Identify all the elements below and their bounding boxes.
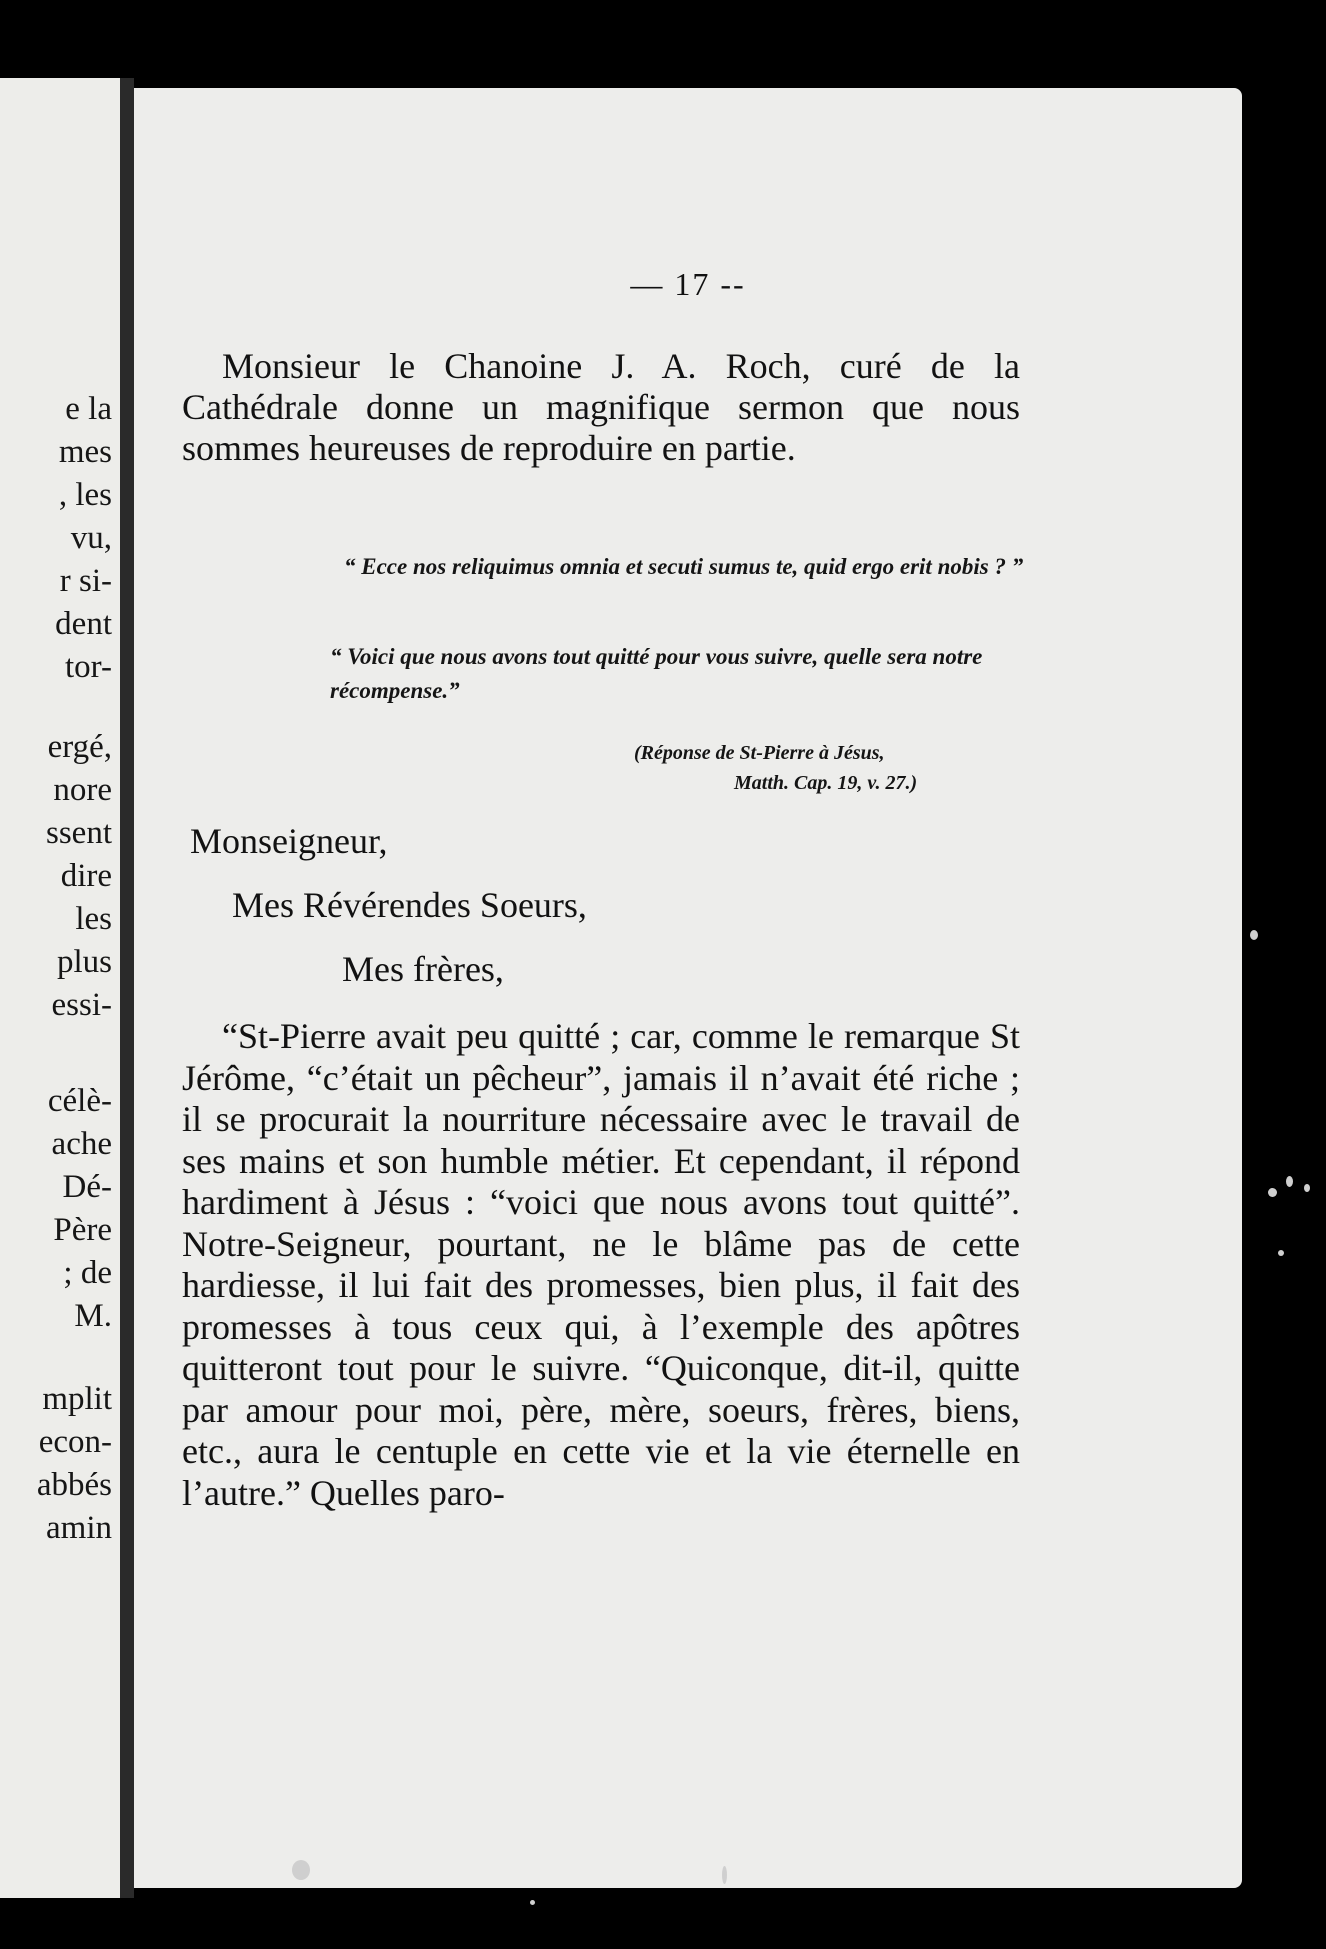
- left-text-block-1: [55, 388, 112, 689]
- left-text-block-3: [48, 1080, 112, 1338]
- scan-speck: [1250, 930, 1258, 940]
- left-line: amin: [46, 1510, 112, 1546]
- left-line: ergé,: [47, 729, 112, 765]
- left-text-block-4: [37, 1378, 112, 1550]
- left-line: célè-: [47, 1083, 112, 1119]
- main-page: [134, 88, 1242, 1888]
- left-line: Père: [53, 1212, 112, 1248]
- left-line: essi-: [51, 987, 112, 1023]
- left-line: ache: [51, 1126, 112, 1162]
- salutation-freres: Mes frères,: [342, 949, 504, 989]
- left-line: mplit: [42, 1381, 112, 1417]
- left-page-fragment: [0, 78, 120, 1898]
- left-line: , les: [58, 477, 112, 513]
- left-line: ; de: [63, 1255, 112, 1291]
- scan-speck: [1268, 1188, 1277, 1197]
- left-line: tor-: [65, 649, 112, 685]
- left-line: r si-: [59, 563, 112, 599]
- left-line: dire: [60, 858, 112, 894]
- left-line: econ-: [38, 1424, 112, 1460]
- quote-reference-line-2: Matth. Cap. 19, v. 27.): [734, 772, 918, 794]
- left-line: M.: [74, 1298, 112, 1334]
- scan-speck: [292, 1860, 310, 1880]
- page-number: — 17 --: [630, 266, 746, 302]
- quote-reference-line-1: (Réponse de St-Pierre à Jésus,: [634, 742, 885, 764]
- french-quote: “ Voici que nous avons tout quitté pour vous suivre, quelle sera notre récompense.”: [330, 644, 983, 703]
- left-text-block-2: [46, 726, 112, 1027]
- scan-speck: [1286, 1176, 1293, 1187]
- left-line: mes: [58, 434, 112, 470]
- scan-speck: [722, 1866, 727, 1884]
- left-line: dent: [55, 606, 112, 642]
- scan-speck: [1278, 1250, 1284, 1256]
- left-line: e la: [65, 391, 112, 427]
- intro-paragraph: Monsieur le Chanoine J. A. Roch, curé de la Cathédrale donne un magnifique sermon que nous sommes heureuses de reproduire en partie.: [182, 346, 1020, 468]
- left-line: plus: [56, 944, 112, 980]
- salutation-monseigneur: Monseigneur,: [190, 821, 388, 861]
- quote-reference: [634, 738, 1034, 798]
- salutation-soeurs: Mes Révérendes Soeurs,: [232, 885, 587, 925]
- left-line: abbés: [36, 1467, 112, 1503]
- left-line: les: [75, 901, 112, 937]
- latin-quote: “ Ecce nos reliquimus omnia et secuti sumus te, quid ergo erit nobis ? ”: [344, 554, 1024, 579]
- sermon-body-paragraph: “St-Pierre avait peu quitté ; car, comme le remarque St Jérôme, “c’était un pêcheur”, jamais il n’avait été riche ; il se procurait la nourriture nécessaire avec le travail de ses mains et son humble métier. Et cependant, il répond hardiment à Jésus : “voici que nous avons tout quitté”. Notre-Seigneur, pourtant, ne le blâme pas de cette hardiesse, il lui fait des promesses, bien plus, il fait des promesses à tous ceux qui, à l’exemple des apôtres quitteront tout pour le suivre. “Quiconque, dit-il, quitte par amour pour moi, père, mère, soeurs, frères, biens, etc., aura le centuple en cette vie et la vie éternelle en l’autre.” Quelles paro-: [182, 1016, 1020, 1513]
- left-line: ssent: [46, 815, 112, 851]
- left-line: nore: [53, 772, 112, 808]
- scan-speck: [1304, 1184, 1310, 1192]
- book-spine: [120, 78, 134, 1898]
- left-line: vu,: [70, 520, 112, 556]
- scan-speck: [530, 1900, 535, 1905]
- left-line: Dé-: [62, 1169, 112, 1205]
